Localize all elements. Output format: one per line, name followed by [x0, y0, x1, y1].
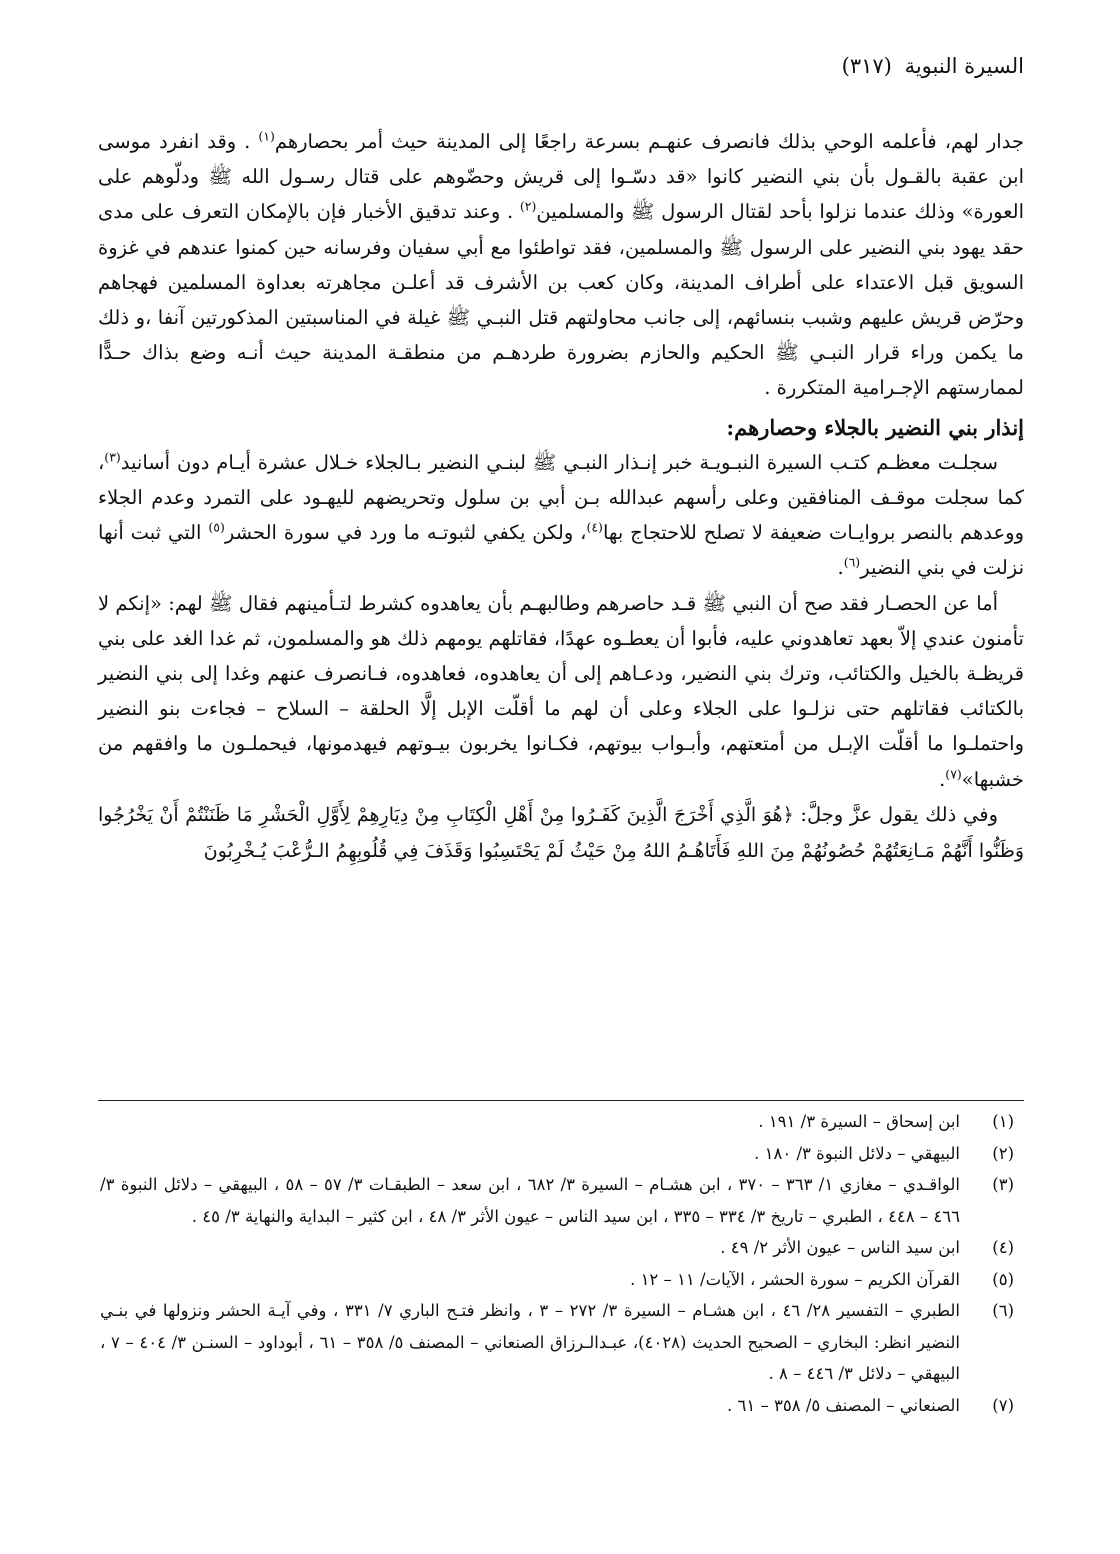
- footnote-text: الصنعاني – المصنف ٥/ ٣٥٨ – ٦١ .: [727, 1395, 960, 1415]
- footnote-text: ابن إسحاق – السيرة ٣/ ١٩١ .: [758, 1112, 960, 1131]
- footnote-item: [100, 1169, 1024, 1232]
- footnote-ref-6[interactable]: (٦): [843, 554, 861, 570]
- footnote-ref-4[interactable]: (٤): [586, 519, 603, 535]
- footnote-text: الواقـدي – مغازي ١/ ٣٦٣ – ٣٧٠ ، ابن هشـام – السيرة ٣/ ٦٨٢ ، ابن سعد – الطبقـات ٣/ ٥٧ – ٥٨ ، البيهقي – دلائل النبوة ٣/ ٤٦٦ – ٤٤٨ ، الطبري – تاريخ ٣/ ٣٣٤ – ٣٣٥ ، ابن سيد الناس – عيون الأثر ٣/ ٤٨ ، ابن كثير – البداية والنهاية ٣/ ٤٥ .: [100, 1175, 960, 1226]
- paragraph-2-text-c: ، ولكن يكفي لثبوتـه ما ورد في سورة الحشر: [224, 521, 587, 545]
- running-head: [842, 54, 1024, 78]
- footnote-text: الطبري – التفسير ٢٨/ ٤٦ ، ابن هشـام – السيرة ٣/ ٢٧٢ – ٣ ، وانظر فتـح الباري ٧/ ٣٣١ ، وفي آيـة الحشر ونزولها في بنـي النضير انظر: البخاري – الصحيح الحديث (٤٠٢٨)، عبـدالـرزاق الصنعاني – المصنف ٥/ ٣٥٨ – ٦١ ، أبوداود – السنـن ٣/ ٤٠٤ – ٧ ، البيهقي – دلائل ٣/ ٤٤٦ – ٨ .: [100, 1301, 960, 1383]
- footnote-item: [100, 1232, 1024, 1264]
- quran-verse: ﴿هُوَ الَّذِي أَخْرَجَ الَّذِينَ كَفَـرُوا مِنْ أَهْلِ الْكِتَابِ مِنْ دِيَارِهِمْ لِأَوَّلِ الْحَشْرِ مَا ظَنَنْتُمْ أَنْ يَخْرُجُوا وَظَنُّوا أَنَّهُمْ مَـانِعَتُهُمْ حُصُونُهُمْ مِنَ اللهِ فَأَتَاهُـمُ اللهُ مِنْ حَيْثُ لَمْ يَحْتَسِبُوا وَقَذَفَ فِي قُلُوبِهِمُ الـرُّعْبَ يُـخْرِبُونَ: [98, 803, 1024, 863]
- paragraph-1-text-c: . وعند تدقيق الأخبار فإن بالإمكان التعرف على مدى حقد يهود بني النضير على الرسول ﷺ والمسلمين، فقد تواطئوا مع أبي سفيان وفرسانه حين كمنوا عندهم في غزوة السويق قبل الاعتداء على أطراف المدينة، وكان كعب بن الأشرف قد أعلـن مجاهرته بعداوة المسلمين فهجاهم وحرّض قريش عليهم وشبب بنسائهم، إلى جانب محاولتهم قتل النبـي ﷺ غيلة في المناسبتين المذكورتين آنفا ،و ذلك ما يكمن وراء قرار النبـي ﷺ الحكيم والحازم بضرورة طردهـم من منطقـة المدينة حيث أنـه وضع بذاك حـدًّا لممارستهم الإجـرامية المتكررة .: [98, 200, 1024, 400]
- paragraph-2-text-b: ، كما سجلت موقـف المنافقين وعلى رأسهم عبدالله بـن أبي بن سلول وتحريضهم لليهـود على التمرد وعدم الجلاء ووعدهم بالنصر بروايـات ضعيفة لا تصلح للاحتجاج بها: [98, 450, 1025, 545]
- footnote-ref-5[interactable]: (٥): [208, 519, 225, 535]
- footnote-text: البيهقي – دلائل النبوة ٣/ ١٨٠ .: [754, 1143, 960, 1163]
- paragraph-2: [98, 445, 1024, 586]
- section-heading: إنذار بني النضير بالجلاء وحصارهم:: [726, 414, 1024, 440]
- footnote-text: القرآن الكريم – سورة الحشر ، الآيات/ ١١ – ١٢ .: [630, 1269, 960, 1289]
- book-title: السيرة النبوية: [904, 54, 1024, 78]
- footnotes-list: [100, 1106, 1024, 1421]
- footnote-number: (١): [992, 1112, 1014, 1131]
- footnote-item: [100, 1390, 1024, 1422]
- footnote-item: [100, 1264, 1024, 1296]
- footnote-number: (٦): [992, 1301, 1014, 1320]
- footnote-ref-3[interactable]: (٣): [104, 449, 121, 465]
- footnote-ref-7[interactable]: (٧): [945, 766, 962, 782]
- footnote-item: [100, 1138, 1024, 1170]
- paragraph-2-text-e: .: [837, 556, 844, 580]
- footnote-number: (٤): [992, 1238, 1014, 1257]
- paragraph-2-text-d: التي ثبت أنها نزلت في بني النضير: [98, 521, 1024, 580]
- footnote-number: (٣): [992, 1175, 1014, 1194]
- paragraph-4: [98, 797, 1024, 869]
- footnote-item: [100, 1106, 1024, 1138]
- paragraph-1: [98, 124, 1024, 406]
- footnote-separator: [98, 1100, 1024, 1101]
- footnote-ref-1[interactable]: (١): [258, 128, 275, 144]
- paragraph-2-text-a: سجلـت معظـم كتـب السيرة النبـويـة خبر إنـذار النبـي ﷺ لبنـي النضير بـالجلاء خـلال عشرة أيـام دون أسانيد: [120, 450, 998, 474]
- paragraph-1-text-a: جدار لهم، فأعلمه الوحي بذلك فانصرف عنهـم بسرعة راجعًا إلى المدينة حيث أمر بحصارهم: [274, 130, 1025, 153]
- paragraph-3: [98, 586, 1024, 797]
- footnote-item: [100, 1295, 1024, 1390]
- footnote-number: (٢): [992, 1143, 1014, 1163]
- footnote-number: (٥): [992, 1269, 1014, 1289]
- paragraph-1-text-b: . وقد انفرد موسى ابن عقبة بالقـول بأن بني النضير كانوا «قد دسّـوا إلى قريش وحضّوهم على قتال رسـول الله ﷺ ودلّوهم على العورة» وذلك عندما نزلوا بأحد لقتال الرسول ﷺ والمسلمين: [98, 130, 1024, 224]
- paragraph-3-text-b: .: [939, 767, 946, 791]
- main-text: [98, 124, 1024, 869]
- footnote-number: (٧): [992, 1395, 1014, 1415]
- paragraph-4-text-a: وفي ذلك يقول عزَّ وجلَّ:: [793, 802, 999, 826]
- paragraph-3-text-a: أما عن الحصـار فقد صح أن النبي ﷺ قـد حاصرهم وطالبهـم بأن يعاهدوه كشرط لتـأمينهم فقال ﷺ لهم: «إنكم لا تأمنون عندي إلاّ بعهد تعاهدوني عليه، فأبوا أن يعطـوه عهدًا، فقاتلهم يومهم ذلك هو والمسلمون، ثم غدا الغد على بني قريظـة بالخيل والكتائب، وترك بني النضير، ودعـاهم إلى أن يعاهدوه، فعاهدوه، فـانصرف عنهم وغدا إلى بني النضير بالكتائب فقاتلهم حتى نزلـوا على الجلاء وعلى أن لهم ما أقلّت الإبل إلَّا الحلقة – السلاح – فجاءت بنو النضير واحتملـوا ما أقلّت الإبـل من أمتعتهم، وأبـواب بيوتهم، فكـانوا يخربون بيـوتهم فيهدمونها، فيحملـون ما وافقهم من خشبها»: [98, 591, 1024, 791]
- footnote-text: ابن سيد الناس – عيون الأثر ٢/ ٤٩ .: [720, 1238, 960, 1257]
- page-number: (٣١٧): [841, 54, 892, 78]
- footnote-ref-2[interactable]: (٢): [519, 198, 537, 214]
